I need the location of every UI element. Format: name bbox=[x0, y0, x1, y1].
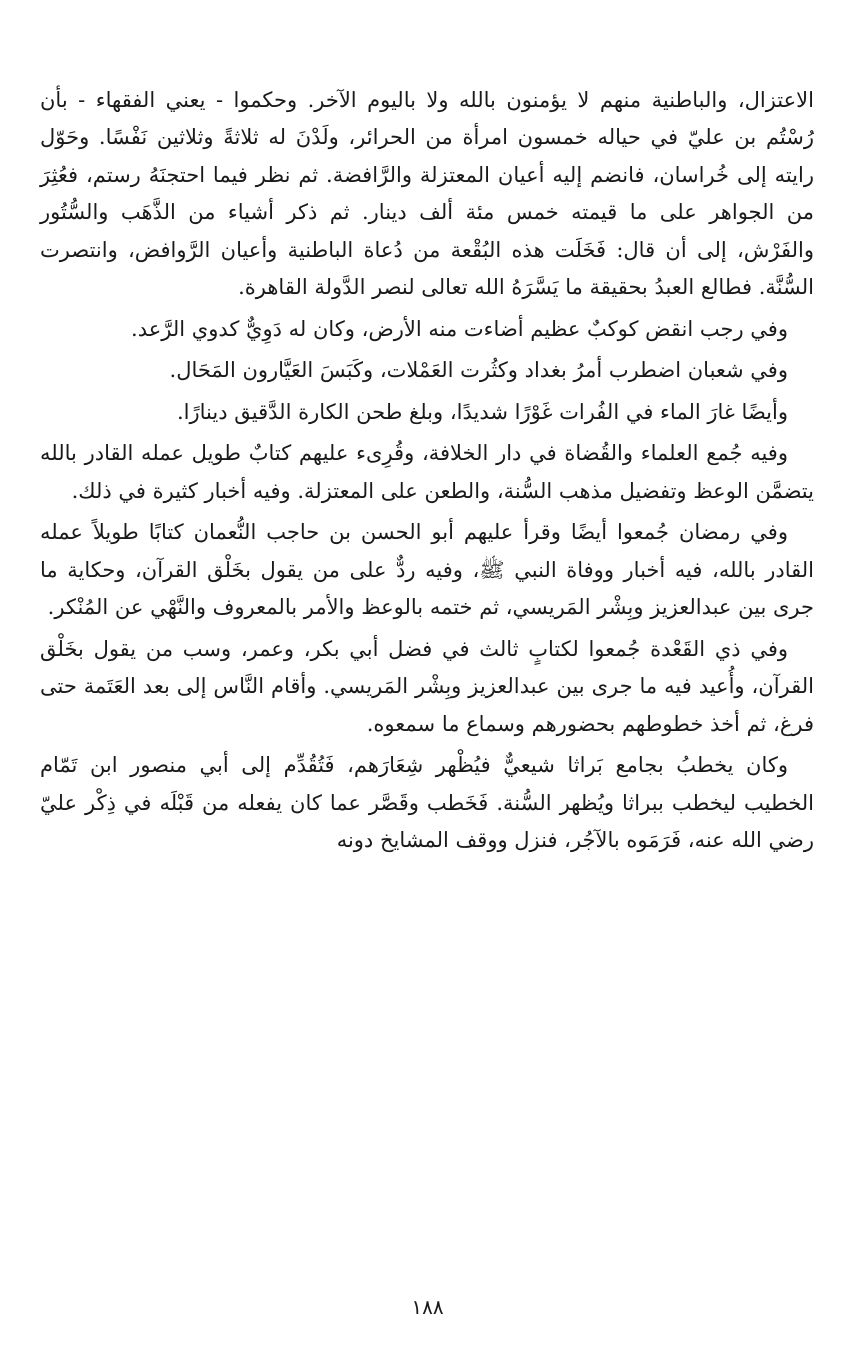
paragraph-2: وفي رجب انقض كوكبٌ عظيم أضاءت منه الأرض، وكان له دَوِيٌّ كدوي الرَّعد. bbox=[131, 316, 788, 341]
page-number: ١٨٨ bbox=[411, 1295, 444, 1319]
paragraph-7: وفي ذي القَعْدة جُمعوا لكتابٍ ثالث في فضل أبي بكر، وعمر، وسب من يقول بخَلْق القرآن، وأُعيد فيه ما جرى بين عبدالعزيز وبِشْر المَريسي. وأقام النَّاس إلى بعد العَتَمة حتى فرغ، ثم أخذ خطوطهم بحضورهم وسماع ما سمعوه. bbox=[40, 636, 814, 736]
paragraph-1: الاعتزال، والباطنية منهم لا يؤمنون بالله ولا باليوم الآخر. وحكموا - يعني الفقهاء - بأن رُسْتُم بن عليّ في حياله خمسون امرأة من الحرائر، ولَدْنَ له ثلاثةً وثلاثين نَفْسًا. وحَوّل رايته إلى خُراسان، فانضم إليه أعيان المعتزلة والرَّافضة. ثم نظر فيما احتجنَهُ رستم، فعُثِرَ من الجواهر على ما قيمته خمس مئة ألف دينار. ثم ذكر أشياء من الذَّهَب والسُّتُور والفَرْش، إلى أن قال: فَخَلَت هذه البُقْعة من دُعاة الباطنية وأعيان الرَّوافض، وانتصرت السُّنَّة. فطالع العبدُ بحقيقة ما يَسَّرَهُ الله تعالى لنصر الدَّولة القاهرة. bbox=[40, 88, 814, 300]
paragraph-6: وفي رمضان جُمعوا أيضًا وقرأ عليهم أبو الحسن بن حاجب النُّعمان كتابًا طويلاً عمله القادر بالله، فيه أخبار ووفاة النبي ﷺ، وفيه ردٌّ على من يقول بخَلْق القرآن، وحكاية ما جرى بين عبدالعزيز وبِشْر المَريسي، ثم ختمه بالوعظ والأمر بالمعروف والنَّهْي عن المُنْكر. bbox=[40, 520, 814, 620]
paragraph-3: وفي شعبان اضطرب أمرُ بغداد وكثُرت العَمْلات، وكَبَسَ العَيَّارون المَحَال. bbox=[169, 358, 788, 383]
paragraph-4: وأيضًا غارَ الماء في الفُرات غَوْرًا شديدًا، وبلغ طحن الكارة الدَّقيق دينارًا. bbox=[177, 399, 788, 424]
body-text bbox=[40, 82, 814, 864]
paragraph-5: وفيه جُمع العلماء والقُضاة في دار الخلافة، وقُرِىء عليهم كتابٌ طويل عمله القادر بالله يتضمَّن الوعظ وتفضيل مذهب السُّنة، والطعن على المعتزلة. وفيه أخبار كثيرة في ذلك. bbox=[40, 441, 814, 503]
paragraph-8: وكان يخطبُ بجامع بَراثا شيعيٌّ فيُظْهر شِعَارَهم، فَتُقُدِّم إلى أبي منصور ابن تَمّام الخطيب ليخطب ببراثا ويُظهر السُّنة. فَخَطب وقَصَّر عما كان يفعله من قَبْلَه في ذِكْر عليّ رضي الله عنه، فَرَمَوه بالآجُر، فنزل ووقف المشايخ دونه bbox=[40, 753, 814, 853]
